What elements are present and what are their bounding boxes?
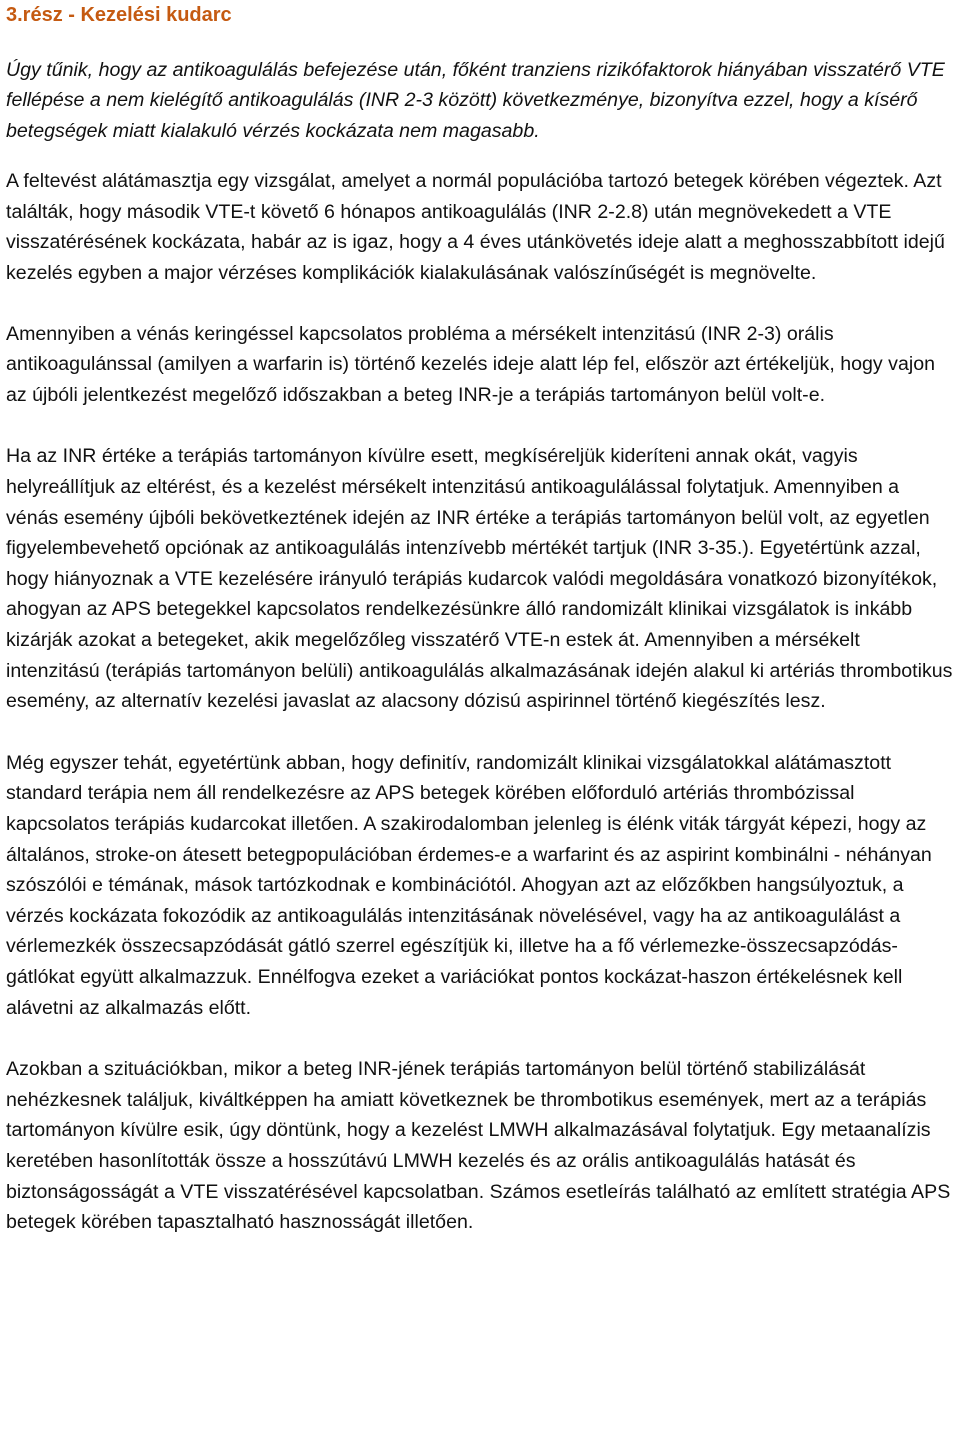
paragraph-intro: Úgy tűnik, hogy az antikoagulálás befejezése után, főként tranziens rizikófaktorok hiányában visszatérő VTE fellépése a nem kielégítő antikoagulálás (INR 2-3 között) következménye, bizonyítva ezzel, hogy a kísérő betegségek miatt kialakuló vérzés kockázata nem magasabb. (6, 58, 945, 142)
paragraph-lmwh: Azokban a szituációkban, mikor a beteg INR-jének terápiás tartományon belül történő stabilizálását nehézkesnek találjuk, kiváltképpen ha amiatt következnek be thrombotikus események, mert az a terápiás tartományon kívülre esik, úgy döntünk, hogy a kezelést LMWH alkalmazásával folytatjuk. Egy metaanalízis keretében hasonlították össze a hosszútávú LMWH kezelés és az orális antikoagulálás hatását és biztonságosságát a VTE visszatérésével kapcsolatban. Számos esetleírás található az említett stratégia APS betegek körében tapasztalható hasznosságát illetően. (6, 1058, 951, 1234)
paragraph-venous: Amennyiben a vénás keringéssel kapcsolatos probléma a mérsékelt intenzitású (INR 2-3) orális antikoagulánssal (amilyen a warfarin is) történő kezelés ideje alatt lép fel, először azt értékeljük, hogy vajon az újbóli jelentkezést megelőző időszakban a beteg INR-je a terápiás tartományon belül volt-e. (6, 322, 936, 406)
paragraph-inr: Ha az INR értéke a terápiás tartományon kívülre esett, megkíséreljük kideríteni annak okát, vagyis helyreállítjuk az eltérést, és a kezelést mérsékelt intenzitású antikoagulálással folytatjuk. Amennyiben a vénás esemény újbóli bekövetkeztének idején az INR értéke a terápiás tartományon belül volt, az egyetlen figyelembevehető opciónak az antikoagulálás intenzívebb mértékét tartjuk (INR 3-35.). Egyetértünk azzal, hogy hiányoznak a VTE kezelésére irányuló terápiás kudarcok valódi megoldására vonatkozó bizonyítékok, ahogyan az APS betegekkel kapcsolatos rendelkezésünkre álló randomizált klinikai vizsgálatok is inkább kizárják azokat a betegeket, akik megelőzőleg visszatérő VTE-n estek át. Amennyiben a mérsékelt intenzitású (terápiás tartományon belüli) antikoagulálás alkalmazásának idején alakul ki artériás thrombotikus esemény, az alternatív kezelési javaslat az alacsony dózisú aspirinnel történő kiegészítés lesz. (6, 445, 953, 713)
paragraph-study: A feltevést alátámasztja egy vizsgálat, amelyet a normál populációba tartozó betegek körében végeztek. Azt találták, hogy második VTE-t követő 6 hónapos antikoagulálás (INR 2-2.8) után megnövekedett a VTE visszatérésének kockázata, habár az is igaz, hogy a 4 éves utánkövetés ideje alatt a meghosszabbított idejű kezelés egyben a major vérzéses komplikációk kialakulásának valószínűségét is megnövelte. (6, 170, 945, 285)
section-heading: 3.rész - Kezelési kudarc (6, 4, 232, 26)
paragraph-arterial: Még egyszer tehát, egyetértünk abban, hogy definitív, randomizált klinikai vizsgálatokkal alátámasztott standard terápia nem áll rendelkezésre az APS betegek körében előforduló artériás thrombózissal kapcsolatos terápiás kudarcokat illetően. A szakirodalomban jelenleg is élénk viták tárgyát képezi, hogy az általános, stroke-on átesett betegpopulációban érdemes-e a warfarint és az aspirint kombinálni - néhányan szószólói e témának, mások tartózkodnak e kombinációtól. Ahogyan azt az előzőkben hangsúlyoztuk, a vérzés kockázata fokozódik az antikoagulálás intenzitásának növelésével, vagy ha az antikoagulálást a vérlemezkék összecsapzódását gátló szerrel egészítjük ki, illetve ha a fő vérlemezke-összecsapzódás-gátlókat együtt alkalmazzuk. Ennélfogva ezeket a variációkat pontos kockázat-haszon értékelésnek kell alávetni az alkalmazás előtt. (6, 751, 932, 1019)
document-page (6, 0, 956, 1238)
